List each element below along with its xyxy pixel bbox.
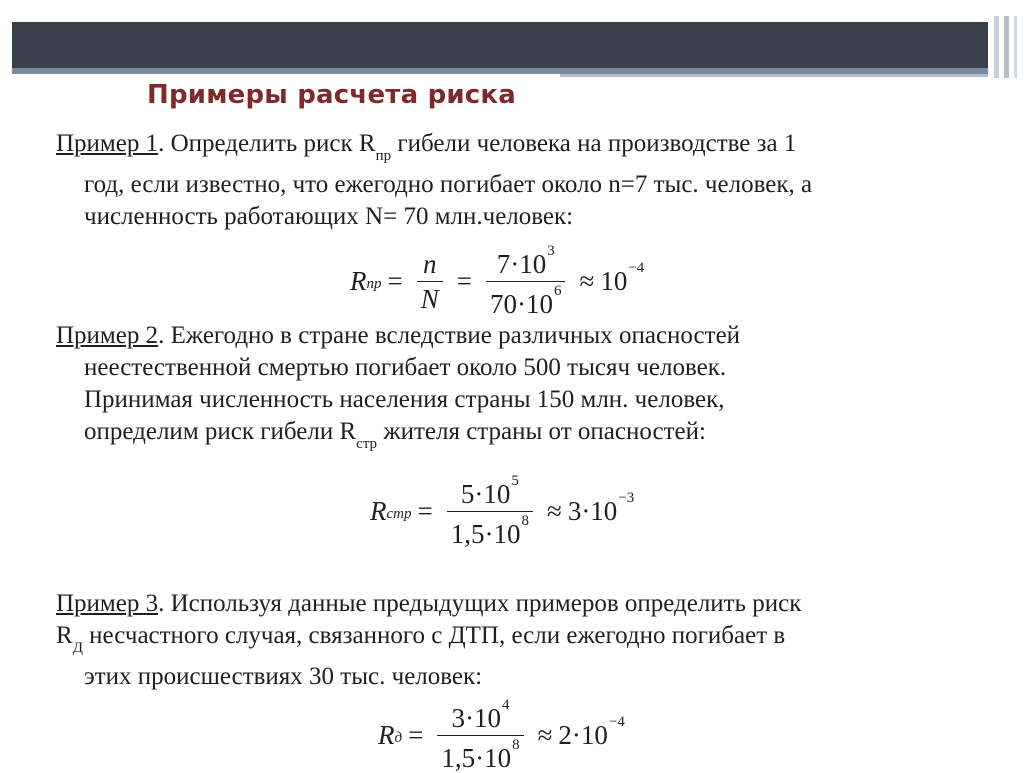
example-3-label: Пример 3 bbox=[56, 590, 159, 617]
example-1-line-2: год, если известно, что ежегодно погибает около n=7 тыс. человек, а bbox=[84, 171, 813, 198]
fraction: $\frac{7\cdot 10^3}{70\cdot 10^6}$ bbox=[486, 244, 566, 319]
right-edge-decoration bbox=[994, 16, 999, 78]
example-1-label: Пример 1 bbox=[56, 130, 159, 157]
example-1-line-1: Пример 1. Определить риск $R_{пр}$ гибели человека на производстве за 1 bbox=[56, 130, 797, 164]
example-1-formula: R $_{пр}$ = $\frac{n}{N}$ = $\frac{7\cdot 10^3}{70\cdot 10^6}$ ≈ $10^{-4}$ bbox=[350, 243, 645, 319]
example-3-text bbox=[56, 588, 991, 693]
fraction: $\frac{n}{N}$ bbox=[417, 249, 443, 314]
right-edge-decoration bbox=[1014, 16, 1017, 78]
fraction: $\frac{5\cdot 10^5}{1,5\cdot 10^8}$ bbox=[447, 474, 533, 549]
example-1-text bbox=[56, 128, 991, 233]
example-2-line-2: неестественной смертью погибает около 500 тысяч человек. bbox=[84, 354, 727, 381]
example-2-formula: R $_{стр}$ = $\frac{5\cdot 10^5}{1,5\cdot 10^8}$ ≈ $3\cdot 10^{-3}$ bbox=[370, 473, 635, 549]
example-3-line-2: $R_Д$ несчастного случая, связанного с ДТП, если ежегодно погибает в bbox=[56, 622, 786, 656]
fraction: $\frac{3\cdot 10^4}{1,5\cdot 10^8}$ bbox=[437, 698, 523, 773]
example-2-line-3: Принимая численность населения страны 150 млн. человек, bbox=[84, 386, 725, 413]
example-3-line-1: Пример 3. Используя данные предыдущих примеров определить риск bbox=[56, 590, 802, 617]
header-bar bbox=[12, 22, 988, 68]
example-3-line-3: этих происшествиях 30 тыс. человек: bbox=[84, 663, 483, 690]
example-2-text bbox=[56, 320, 991, 457]
right-edge-decoration bbox=[1004, 16, 1009, 78]
example-2-line-4: определим риск гибели $R_{стр}$ жителя страны от опасностей: bbox=[84, 418, 706, 452]
example-2-label: Пример 2 bbox=[56, 322, 159, 349]
example-3-formula: R $_д$ = $\frac{3\cdot 10^4}{1,5\cdot 10^8}$ ≈ $2\cdot 10^{-4}$ bbox=[378, 697, 625, 773]
example-1-line-3: численность работающих N= 70 млн.человек: bbox=[84, 203, 574, 230]
header-accent-line bbox=[560, 74, 988, 77]
example-2-line-1: Пример 2. Ежегодно в стране вследствие различных опасностей bbox=[56, 322, 741, 349]
slide-title: Примеры расчета риска bbox=[147, 80, 516, 110]
